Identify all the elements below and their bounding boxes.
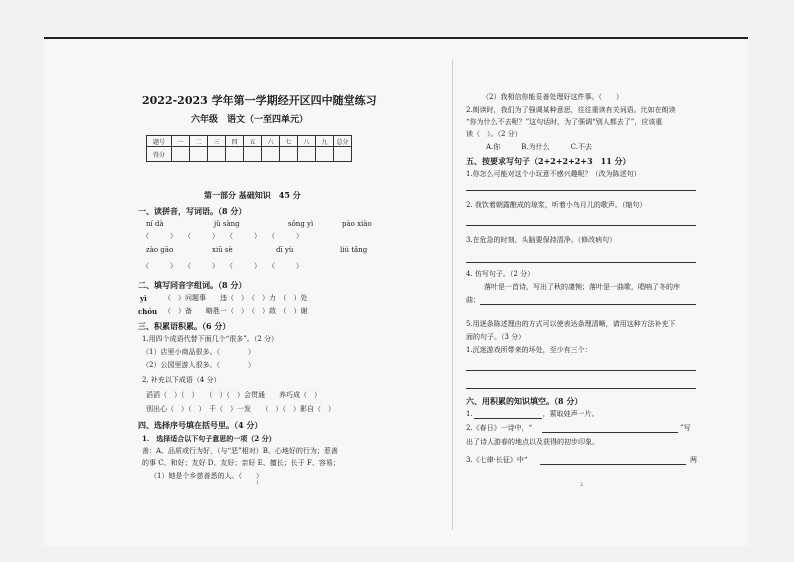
score-table-header-row	[147, 136, 352, 147]
section3-heading: 三、积累语积累。（6 分）	[138, 321, 231, 331]
pinyin-item: zào gāo	[146, 246, 174, 254]
score-cell[interactable]	[172, 147, 190, 162]
answer-brackets-row[interactable]: （ ） （ ） （ ） （ ）	[142, 262, 303, 270]
score-header-cell: 五	[244, 136, 262, 147]
score-header-cell: 四	[226, 136, 244, 147]
score-cell[interactable]	[298, 147, 316, 162]
score-header-cell: 二	[190, 136, 208, 147]
question-3-2: 2. 补充以下成语（4 分）	[142, 376, 221, 384]
question-4-2-line3: 读（ ）。（2 分）	[466, 130, 522, 138]
answer-brackets-row[interactable]: （ ） （ ） （ ） （ ）	[142, 232, 303, 240]
pinyin-item: jǔ sàng	[214, 220, 240, 228]
score-row-label: 得分	[147, 147, 172, 162]
score-cell[interactable]	[208, 147, 226, 162]
score-header-cell: 六	[262, 136, 280, 147]
answer-line[interactable]	[542, 432, 678, 433]
score-cell[interactable]	[262, 147, 280, 162]
idiom-row: 滔滔（ ）（ ） （ ）（ ）会贯通 养巧成（ ）	[146, 391, 321, 399]
question-4-1-2: （2）我相信你能妥善处理好这件事。（ ）	[482, 93, 623, 101]
page-divider	[452, 60, 453, 530]
question-4-1-options: 善：A、品质或行为好，（与“恶”相对）B、心地好的行为；惹善	[142, 447, 338, 455]
question-6-2a: 2.《春日》一诗中，“	[466, 424, 533, 432]
question-3-1a: （1）店里小商品很多。（ ）	[142, 348, 255, 356]
score-header-cell: 一	[172, 136, 190, 147]
answer-line[interactable]	[466, 388, 696, 389]
section4-heading: 四、选择序号填在括号里。（4 分）	[138, 420, 263, 430]
homophone-row-chou: （ ）备 略胜一（ ） （ ）敌 （ ）谢	[164, 307, 308, 315]
pinyin-chou: chóu	[138, 307, 158, 316]
question-6-1: 1. ，萦取娃声一片。	[466, 410, 599, 418]
question-3-1b: （2）公园里游人很多。（ ）	[142, 361, 255, 369]
answer-line[interactable]	[466, 190, 696, 191]
page-number-left: 1	[256, 480, 260, 486]
pinyin-item: pào xiào	[342, 220, 372, 228]
question-4-1-1: （1）她是个乡慈善悉的人。（ ）	[150, 472, 263, 480]
score-table	[146, 135, 352, 162]
score-header-cell: 七	[280, 136, 298, 147]
score-header-cell: 九	[316, 136, 334, 147]
pinyin-item: dī yù	[276, 246, 294, 254]
answer-line[interactable]	[466, 262, 696, 263]
score-cell[interactable]	[316, 147, 334, 162]
section5-heading: 五、按要求写句子（2+2+2+2+3 11 分）	[466, 156, 631, 166]
question-5-1: 1.你怎么可能对这个小玩意不感兴趣呢？（改为陈述句）	[466, 170, 641, 178]
question-6-2c: 出了诗人游春的地点以及获得的初步印象。	[466, 438, 599, 446]
score-header-cell: 总分	[334, 136, 352, 147]
score-header-cell: 三	[208, 136, 226, 147]
answer-line[interactable]	[540, 464, 686, 465]
question-5-3: 3.在危急的时刻，头脑要保持清净。（修改病句）	[466, 236, 617, 244]
score-table-score-row	[147, 147, 352, 162]
part1-heading: 第一部分 基础知识 45 分	[204, 190, 301, 200]
question-5-5-line3: 1.沉迷游戏所带来的坏处，至少有三个：	[466, 346, 592, 354]
answer-line[interactable]	[466, 225, 696, 226]
question-5-5-line1: 5.用逐条陈述理由的方式可以使表达条理清晰，请用这种方法补充下	[466, 320, 676, 328]
question-6-3b: 两	[690, 456, 697, 464]
question-4-2-options: A.你 B.为什么 C.不去	[486, 143, 592, 151]
pinyin-item: ní dà	[146, 220, 164, 228]
top-border-line	[44, 37, 748, 39]
question-4-2-line2: “你为什么不去呢？”这句话时，为了强调“别人都去了”，应该重	[466, 118, 663, 126]
score-cell[interactable]	[226, 147, 244, 162]
question-4-1: 1. 选择适合以下句子意思的一项（2 分）	[142, 434, 276, 443]
question-5-4: 4. 仿写句子。（2 分）	[466, 270, 535, 278]
section6-heading: 六、用积累的知识填空。（8 分）	[466, 396, 583, 406]
pinyin-item: xiū sè	[212, 246, 233, 254]
pinyin-item: liú tǎng	[340, 246, 368, 254]
idiom-row: 别出心（ ）（ ） 千（ ）一发 （ ）（ ）影自（ ）	[146, 405, 335, 413]
exam-title: 2022-2023 学年第一学期经开区四中随堂练习	[142, 94, 377, 107]
question-4-1-options-cont: 的事 C、和好；友好 D、友好；亲好 E、擅长；长于 F、容易；	[142, 459, 340, 467]
score-cell[interactable]	[334, 147, 352, 162]
score-cell[interactable]	[280, 147, 298, 162]
question-5-2: 2. 我饮着朝露酿成的琼浆，听着小鸟月儿的歌声。（缩句）	[466, 201, 647, 209]
score-header-cell: 题号	[147, 136, 172, 147]
section2-heading: 二、填写同音字组词。（8 分）	[138, 280, 247, 290]
answer-line[interactable]	[480, 304, 696, 305]
answer-line[interactable]	[466, 370, 696, 371]
section1-heading: 一、读拼音，写词语。（8 分）	[138, 206, 247, 216]
question-5-4-line1: 落叶是一首诗，写出了秋的凄惋；落叶是一曲歌，唱响了冬的序	[484, 283, 680, 291]
question-5-4-line2: 曲；	[466, 296, 480, 304]
question-6-2b: ”写	[680, 424, 691, 432]
pinyin-item: sǒng yì	[288, 220, 314, 228]
question-4-2-line1: 2.朗读时，我们为了强调某种意思，往往重读有关词语。比如在朗读	[466, 106, 676, 114]
page-number-right: 2	[580, 482, 584, 488]
question-6-3a: 3.《七律·长征》中“	[466, 456, 528, 464]
score-cell[interactable]	[244, 147, 262, 162]
question-3-1: 1.用四个成语代替下面几个“很多”。（2 分）	[142, 335, 279, 343]
pinyin-yi: yì	[140, 294, 147, 303]
exam-subtitle: 六年级 语文（一至四单元）	[191, 115, 309, 125]
question-5-5-line2: 面的句子。（3 分）	[466, 333, 526, 341]
score-cell[interactable]	[190, 147, 208, 162]
score-header-cell: 八	[298, 136, 316, 147]
homophone-row-yi: （ ）问题事 违（ ） （ ）力 （ ）处	[164, 294, 308, 302]
